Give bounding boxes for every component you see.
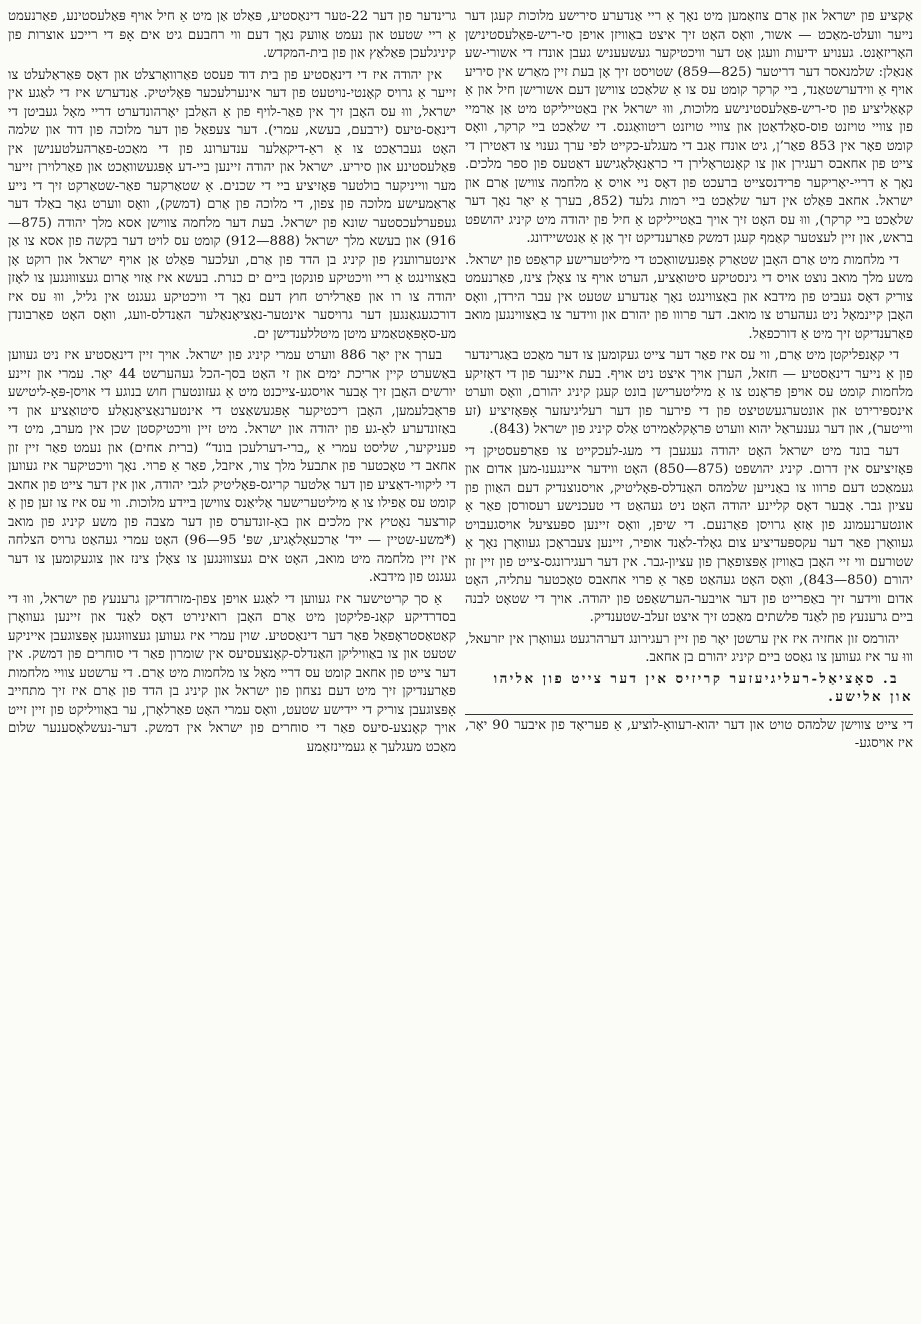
paragraph: אין יהודה איז די דינאַסטיע פון בית דוד פעסט פאַרוואָרצלט און דאָס פּאַראַלעלט צו זייער אַ גרויס קאָנטי-נויטעט פון דער אינערלעכער פּאָליטיק. אַנדערש איז די לאַגע אין ישראל, וווּ עס האָבן זיך אין פאַר-לויף פון אַ האַלבן יאָרהונדערט דריי מאָל געביטן די דינאַס-טיעס (ירבעם, בעשא, עמרי). דער צעפאַל פון דער מלוכה פון דוד און שלמה האָט געבראַכט צו אַ ראַ-דיקאַלער ענדערונג פון די מאַכט-פאַרהעלטענישן אין פּאַלעסטינע און סיריע. ישראל און יהודה זיינען ביי-דע אָפּגעשוואַכט און פאַרלוירן זייער מער ווייניקער בולטער פּאָזיציע ביי די שכנים. אַ שטאַרקער פאַר-שטאַרקט זיך די נייע אַראַמעישע מלוכה פון צפון, די מלוכה פון אַרם (דמשק), וואָס ווערט גאָר באַלד דער געפערלעכסטער שונא פון ישראל. בעת דער מלחמה צווישן אסא מלך יהודה (875—916) און בעשא מלך ישראל (888—912) קומט עס לויט דער בקשה פון אסא צו אַן אינטערווענץ פון קיניג בן הדד פון אַרם, ועלכער פּאַלט אַן אויף ישראל און רוקט אָן באַצווינגט אַ ריי וויכטיקע פונקטן ביים ים כנרת. בעשא איז אַזוי אַרום געצוווּנגען צו לאָזן יהודה צו רו און פאַרלירט חוץ דעם נאָך די וויכטיקע געגנט אין גליל, וווּ עס איז דורכגעגאַנגען דער גרויסער אינטער-נאַציאָנאַלער האַנדלס-וועג, וואָס האָט פאַרבונדן מע-סאָפּאָטאַמיע מיטן מיטללענדישן ים. [8, 67, 456, 342]
paragraph: אַ סך קריטישער איז געווען די לאַגע אויפן צפון-מזרחדיקן גרענעץ פון ישראל, וווּ די בסדרדיקע קאָנ-פליקטן מיט אַרם האָבן רואינירט דאָס לאַנד און זיינען געוואָרן קאַטאַסטראָפאַל פאַר דער דינאַסטיע. שוין עמרי איז געווען געצוווּנגען אָפּצוגעבן אייניקע שטעט און צו באַוויליקן האַנדלס-קאָנצעסיעס אין שומרון פאַר די סוחרים פון דמשק. אין דער צייט פון אחאב קומט עס דריי מאָל צו מלחמות מיט אַרם. די ערשטע צוויי מלחמות פאַרענדיקן זיך מיט דעם נצחון פון ישראל און קיניג בן הדד פון אַרם איז זיך מתחייב אָפּצוגעבן צוריק די יידישע שטעט, וואָס עמרי האָט פאַרלאָרן, ער באַוויליקט פון זיין זייט אויך קאָנצע-סיעס פאַר די סוחרים פון ישראל אין דמשק. דער-נעשלאָסענער שלום מאַכט מעגלעך אַ געמיינזאַמע [8, 591, 456, 755]
paragraph: יהורמס זון אחזיה איז אין ערשטן יאָר פון זיין רעגירונג דערהרגעט געוואָרן אין יזרעאל, וווּ ער איז געווען צו גאַסט ביים קיניג יהורם בן אחאב. [465, 631, 913, 665]
paragraph: די קאָנפליקטן מיט אַרם, ווי עס איז פאַר דער צייט געקומען צו דער מאַכט באַגרינדער פון אַ נייער דינאַסטיע — חזאל, הערן אויך איצט ניט אויף. בעת איינער פון די דאָזיקע מלחמות קומט עס אויפן פראָנט צו אַ מיליטערישן בונט קעגן קיניג יהורם, וואָס ווערט אינספּירירט און אונטערגעשטיצט פון די פירער פון דער רעליגיעזער אָפּאָזיציע (זע ווייטער), און דער גענעראַל יהוא ווערט פּראָקלאַמירט אַלס קיניג פון ישראל (843). [465, 348, 913, 437]
paragraph: בערך אין יאָר 886 ווערט עמרי קיניג פון ישראל. אויך זיין דינאַסטיע איז ניט געווען באַשערט קיין אריכת ימים און זי האָט בסך-הכל געהערשט 44 יאָר. עמרי און זיינע יורשים האָבן זיך אָבער אויסגע-צייכנט מיט אַ געזונטערן חוש בנוגע די אויסן-פּאָ-ליטישע פּראָבלעמען, האָבן ריכטיקער אָפּגעשאַצט די אינטערנאַציאָנאַלע סיטואַציע און די באַזונדערע לאַ-גע פון יהודה און ישראל. מיט זיין וויכטיקסטן שכן אין מערב, מיט די פעניקיער, שליסט עמרי אַ „ברי-דערלעכן בונד“ (ברית אחים) און נעמט פאַר זיין זון אחאב די טאָכטער פון אתבעל מלך צור, איזבל, פאַר אַ פרוי. נאָך וויכטיקער איז געווען די ליקווי-דאַציע פון דער אַלטער קריגס-פּאָליטיק לגבי יהודה, און אין דער צייט פון אחאב קומט עס אַפילו צו אַ מיליטערישער אַליאַנס צווישן ביידע מלוכות. ווי עס איז צו זען פון אַ קורצער נאָטיץ אין מלכים און באַ-זונדערס פון דער מצבה פון משע קיניג פון מואב (*משע-שטיין — ייד' אַרכעאָלאָגיע, שפּ' 95—96) האָט עמרי געהאַט גרויס הצלחה אין זיין מלחמה מיט מואב, האָט אים געצוווּנגען צו צאָלן צינז און צוגעקומען צו דער געגנט פון מידבא. [8, 348, 456, 585]
section-divider [465, 714, 913, 715]
paragraph: אַקציע פון ישראל און אַרם צוזאַמען מיט נאָך אַ ריי אַנדערע סירישע מלוכות קעגן דער נייער וועלט-מאַכט — אשור, וואָס האָט זיך איצט באַוויזן אויפן סי-ריש-פּאַלעסטינישן האָריזאָנט. גענויע ידיעות וועגן אַט דער וויכטיקער געשעעניש געבן אונדז די אשורי-שע אַנאַלן: שלמנאסר דער דריטער (825—859) שטויסט זיך אָן בעת זיין מאַרש אין סיריע אויף אַ ווידערשטאַנד, ביי קרקר קומט עס צו אַ שלאַכט צווישן דעם אשורישן חיל און אַ קאָאַליציע פון סי-ריש-פּאַלעסטינישע מלוכות, וווּ ישראל אין באַטייליקט מיט אַן אַרמיי פון צוויי טויזנט פוס-סאָלדאַטן און צוויי טויזנט ריטוואַגנס. די שלאַכט ביי קרקר, וואָס קומט פאָר אין 853 פאַר’ן, גיט אונדז אַגב די מעגלע-כקייט לפי ערך גענוי צו דאַטירן די צייט פון אחאבס רעגירן און צו קאָנטראָלירן די כראָנאָלאָגישע דאַטעס פון ספר מלכים. נאָך אַ דריי-יאָריקער פרידנסצייט ברעכט פון דאָס ניי אויס אַ מלחמה צווישן אַרם און ישראל. אחאב פּאַלט אין דער שלאַכט ביי רמות גלעד (852, בערך אַ יאָר נאָך דער שלאַכט ביי קרקר), וווּ עס האָט זיך אויך באַטייליקט אַ חיל פון יהודה מיט קיניג יהושפט בראש, און זיין לעצטער קאַמף קעגן דמשק פאַרענדיקט זיך אָן אַ אַנטשיידונג. [465, 9, 913, 246]
paragraph: דער בונד מיט ישראל האָט יהודה געגעבן די מעג-לעכקייט צו פאַרפעסטיקן די פּאָזיציעס אין דרום. קיניג יהושפט (875—850) האָט ווידער איינגענו-מען אדום און געמאַכט דעם פרווו צו באַנייען שלמהס האַנדלס-פּאָליטיק, אויסנוצנדיק דעם האַוון פון עציון גבר. אָבער דאָס קליינע יהודה האָט ניט געהאַט די טעכנישע רעסורסן פאַר אַ אונטערנעמונג פון אַזאַ גרויסן פאַרנעם. די שיפן, וואָס זיינען ספּעציעל אויסגעבויט געוואָרן פאַר דער עקספּעדיציע צום גאָלד-לאַנד אופיר, זיינען צעבראָכן געוואָרן נאָך אַ שטורעם ווי זיי האָבן באַוויזן אַפּצופאָרן פון עציון-גבר. אין דער רעגירונגס-צייט פון זיין זון יהורם (850—843), וואָס האָט געהאַט פאַר אַ פרוי אחאבס טאָכטער עתליה, האָט אדום ווידער זיך באַפרייט פון דער אויבער-הערשאַפט פון יהודה. אויך די שטאָט לבנה ביים גרענעץ פון לאַנד פלשתים מאַכט זיך איצט זעלב-שטענדיק. [465, 443, 913, 625]
right-column [8, 8, 456, 1318]
left-column [465, 8, 913, 1318]
section-heading: ב. סאָציאַל-רעליגיעזער קריזיס אין דער צייט פון אליהו און אלישע. [493, 671, 913, 705]
paragraph: די מלחמות מיט אַרם האָבן שטאַרק אָפּגעשוואַכט די מיליטערישע קראַפט פון ישראל. משע מלך מואב נוצט אויס די גינסטיקע סיטואַציע, הערט אויף צו צאָלן צינז, פאַרנעמט צוריק דאָס געביט פון מידבא און באַצווינגט נאָך אַנדערע שטעט אין עבר הירדן, וואָס האָבן קיינמאָל ניט געהערט צו מואב. דער פרווו פון יהורם און ווידער צו באַצווינגען מואב פאַרענדיקט זיך מיט אַ דורכפאַל. [465, 252, 913, 342]
paragraph: די צייט צווישן שלמהס טויט און דער יהוא-רעוואָ-לוציע, אַ פעריאָד פון איבער 90 יאָר, איז אויסגע- [465, 717, 913, 751]
paragraph: גרינדער פון דער 22-טער דינאַסטיע, פּאַלט אַן מיט אַ חיל אויף פּאַלעסטינע, פאַרנעמט אַ ריי שטעט און נעמט אַוועק נאָך דעם ווי רחבעם גיט אים אָפּ די רייכע אוצרות פון קיניגלעכן פּאַלאַץ און פון בית-המקדש. [8, 9, 456, 61]
